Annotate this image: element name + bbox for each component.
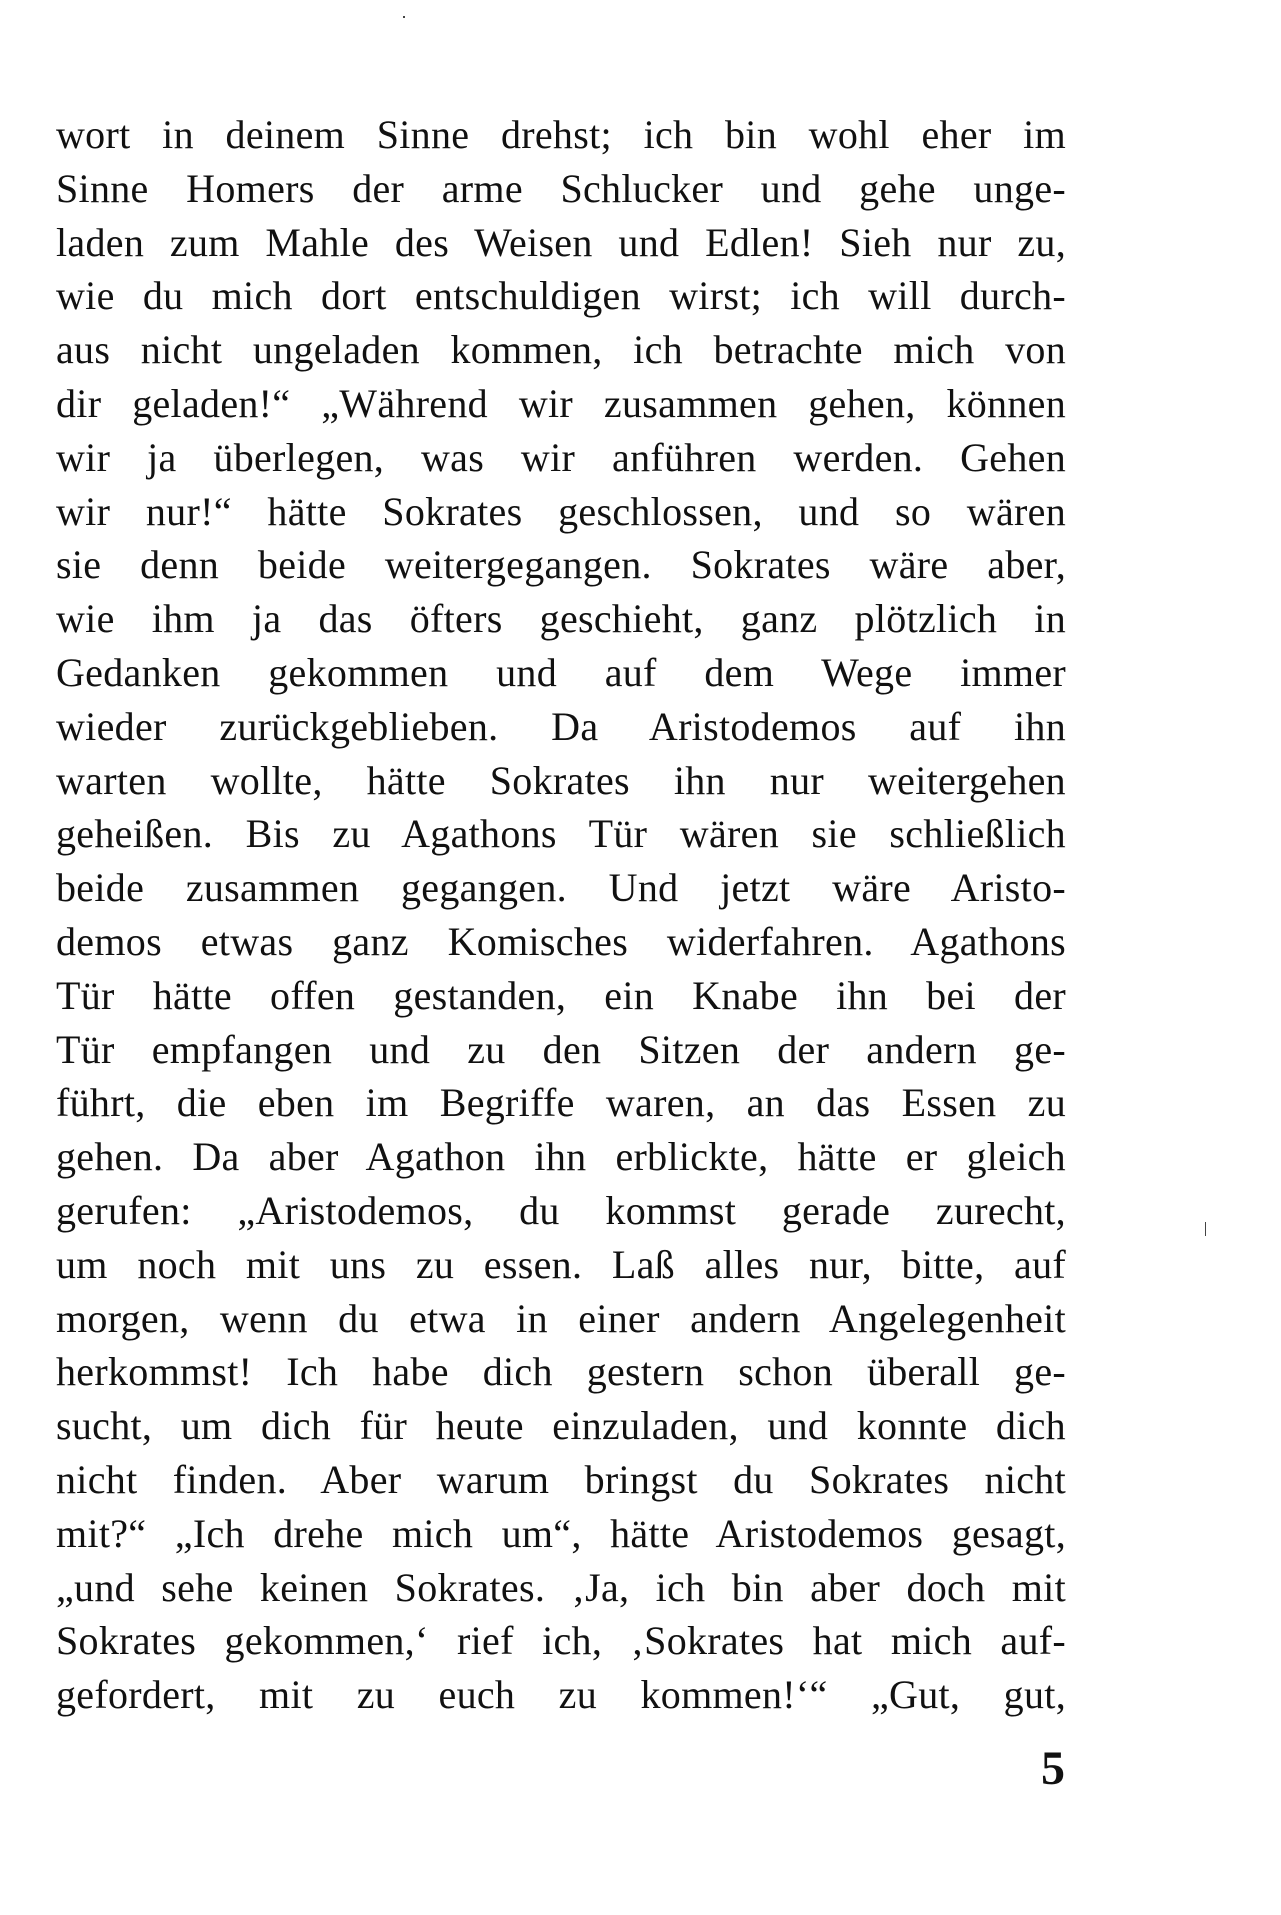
text-line: herkommst! Ich habe dich gestern schon überall ge- (56, 1349, 1066, 1395)
text-line: wir ja überlegen, was wir anführen werden. Gehen (56, 434, 1066, 480)
text-line: Sokrates gekommen,‘ rief ich, ‚Sokrates hat mich auf- (56, 1618, 1066, 1664)
text-line: „und sehe keinen Sokrates. ‚Ja, ich bin aber doch mit (56, 1564, 1066, 1610)
text-line: geheißen. Bis zu Agathons Tür wären sie schließlich (56, 811, 1066, 857)
text-line: dir geladen!“ „Während wir zusammen gehen, können (56, 380, 1066, 426)
text-line: Tür hätte offen gestanden, ein Knabe ihn bei der (56, 972, 1066, 1018)
text-line: sucht, um dich für heute einzuladen, und konnte dich (56, 1403, 1066, 1449)
text-line: wie du mich dort entschuldigen wirst; ich will durch- (56, 273, 1066, 319)
print-speck (1205, 1222, 1206, 1236)
text-line: beide zusammen gegangen. Und jetzt wäre Aristo- (56, 865, 1066, 911)
text-line: laden zum Mahle des Weisen und Edlen! Sieh nur zu, (56, 219, 1066, 265)
text-line: warten wollte, hätte Sokrates ihn nur weitergehen (56, 757, 1066, 803)
text-line: nicht finden. Aber warum bringst du Sokrates nicht (56, 1456, 1066, 1502)
text-line: wort in deinem Sinne drehst; ich bin wohl eher im (56, 112, 1066, 157)
page-number: 5 (1041, 1742, 1065, 1795)
body-text (56, 108, 1066, 1722)
text-line: gerufen: „Aristodemos, du kommst gerade zurecht, (56, 1187, 1066, 1233)
text-line: um noch mit uns zu essen. Laß alles nur, bitte, auf (56, 1241, 1066, 1287)
text-line: Sinne Homers der arme Schlucker und gehe unge- (56, 165, 1066, 211)
text-line: sie denn beide weitergegangen. Sokrates wäre aber, (56, 542, 1066, 588)
text-line: wieder zurückgeblieben. Da Aristodemos auf ihn (56, 703, 1066, 749)
text-line: gehen. Da aber Agathon ihn erblickte, hätte er gleich (56, 1134, 1066, 1180)
text-line: mit?“ „Ich drehe mich um“, hätte Aristodemos gesagt, (56, 1510, 1066, 1556)
text-line: morgen, wenn du etwa in einer andern Angelegenheit (56, 1295, 1066, 1341)
text-line: wir nur!“ hätte Sokrates geschlossen, und so wären (56, 488, 1066, 534)
text-line: führt, die eben im Begriffe waren, an das Essen zu (56, 1080, 1066, 1126)
text-line: Tür empfangen und zu den Sitzen der andern ge- (56, 1026, 1066, 1072)
text-line: demos etwas ganz Komisches widerfahren. Agathons (56, 918, 1066, 964)
text-line: wie ihm ja das öfters geschieht, ganz plötzlich in (56, 596, 1066, 642)
text-line: Gedanken gekommen und auf dem Wege immer (56, 649, 1066, 695)
text-line: gefordert, mit zu euch zu kommen!‘“ „Gut, gut, (56, 1672, 1066, 1718)
text-line: aus nicht ungeladen kommen, ich betrachte mich von (56, 327, 1066, 373)
print-speck (403, 16, 405, 18)
